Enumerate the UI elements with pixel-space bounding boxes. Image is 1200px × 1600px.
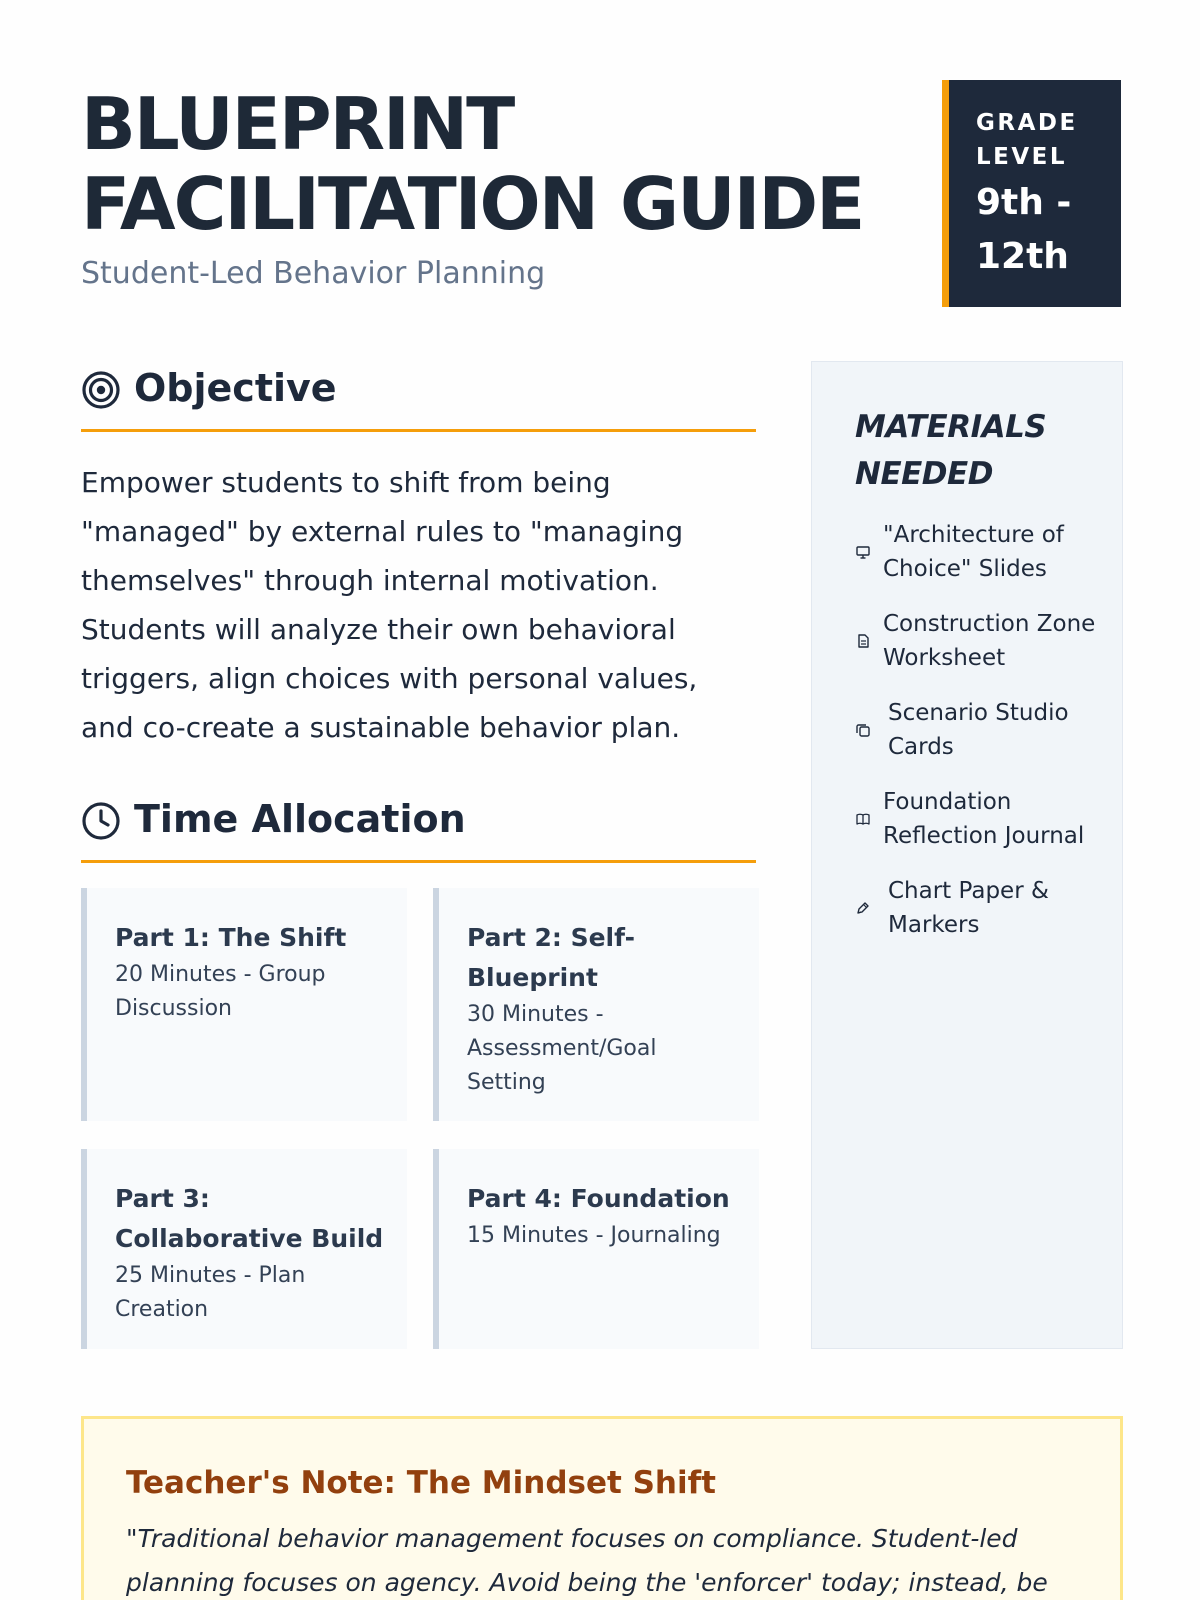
document-icon (855, 633, 871, 649)
material-item-cards (855, 696, 1102, 764)
title-line-1: BLUEPRINT (81, 82, 514, 166)
objective-section-header (81, 362, 756, 432)
time-card-title: Part 4: Foundation (467, 1184, 730, 1213)
time-card-part-1 (81, 888, 407, 1121)
time-card-detail: 25 Minutes - Plan Creation (115, 1263, 306, 1322)
title-line-2: FACILITATION GUIDE (81, 162, 864, 246)
material-item-chart-paper (855, 874, 1102, 942)
time-card-part-2 (433, 888, 759, 1121)
time-card-detail: 15 Minutes - Journaling (467, 1223, 721, 1248)
materials-list (855, 518, 1102, 942)
presentation-icon (855, 544, 871, 560)
objective-heading: Objective (134, 366, 337, 410)
materials-heading: MATERIALS NEEDED (855, 409, 1047, 492)
teacher-note-text: "Traditional behavior management focuses on compliance. Student-led planning focuses on agency. Avoid being the 'enforcer' today; instead, be (126, 1524, 1048, 1597)
page-header (81, 80, 1121, 308)
pen-icon (855, 900, 871, 916)
material-label: Construction Zone Worksheet (883, 611, 1096, 671)
time-card-title: Part 1: The Shift (115, 923, 347, 952)
teacher-note-callout (81, 1416, 1123, 1600)
page-subtitle: Student-Led Behavior Planning (81, 256, 546, 291)
time-card-detail: 20 Minutes - Group Discussion (115, 962, 326, 1021)
time-card-title: Part 3: Collaborative Build (115, 1184, 384, 1253)
material-item-journal (855, 785, 1102, 853)
material-item-slides (855, 518, 1102, 586)
time-card-title: Part 2: Self-Blueprint (467, 923, 635, 992)
time-card-detail: 30 Minutes - Assessment/Goal Setting (467, 1002, 657, 1095)
material-item-worksheet (855, 607, 1102, 675)
page-title (81, 84, 863, 244)
material-label: "Architecture of Choice" Slides (883, 522, 1064, 582)
material-label: Scenario Studio Cards (888, 700, 1069, 760)
time-card-part-4 (433, 1149, 759, 1349)
time-allocation-section-header (81, 793, 756, 863)
time-allocation-heading: Time Allocation (134, 797, 466, 841)
materials-panel (811, 361, 1123, 1349)
clock-icon (81, 801, 121, 841)
grade-level-label: GRADE LEVEL (976, 110, 1078, 170)
copy-icon (855, 722, 871, 738)
teacher-note-title: Teacher's Note: The Mindset Shift (126, 1465, 716, 1501)
grade-level-badge (942, 80, 1121, 307)
objective-text: Empower students to shift from being "managed" by external rules to "managing themselves" through internal motivation. Students will analyze their own behavioral triggers, align choices with personal values, and co-create a sustainable behavior plan. (81, 466, 698, 744)
grade-level-value: 9th - 12th (976, 182, 1072, 277)
material-label: Chart Paper & Markers (888, 878, 1049, 938)
material-label: Foundation Reflection Journal (883, 789, 1085, 849)
target-icon (81, 370, 121, 410)
book-icon (855, 811, 871, 827)
time-card-part-3 (81, 1149, 407, 1349)
